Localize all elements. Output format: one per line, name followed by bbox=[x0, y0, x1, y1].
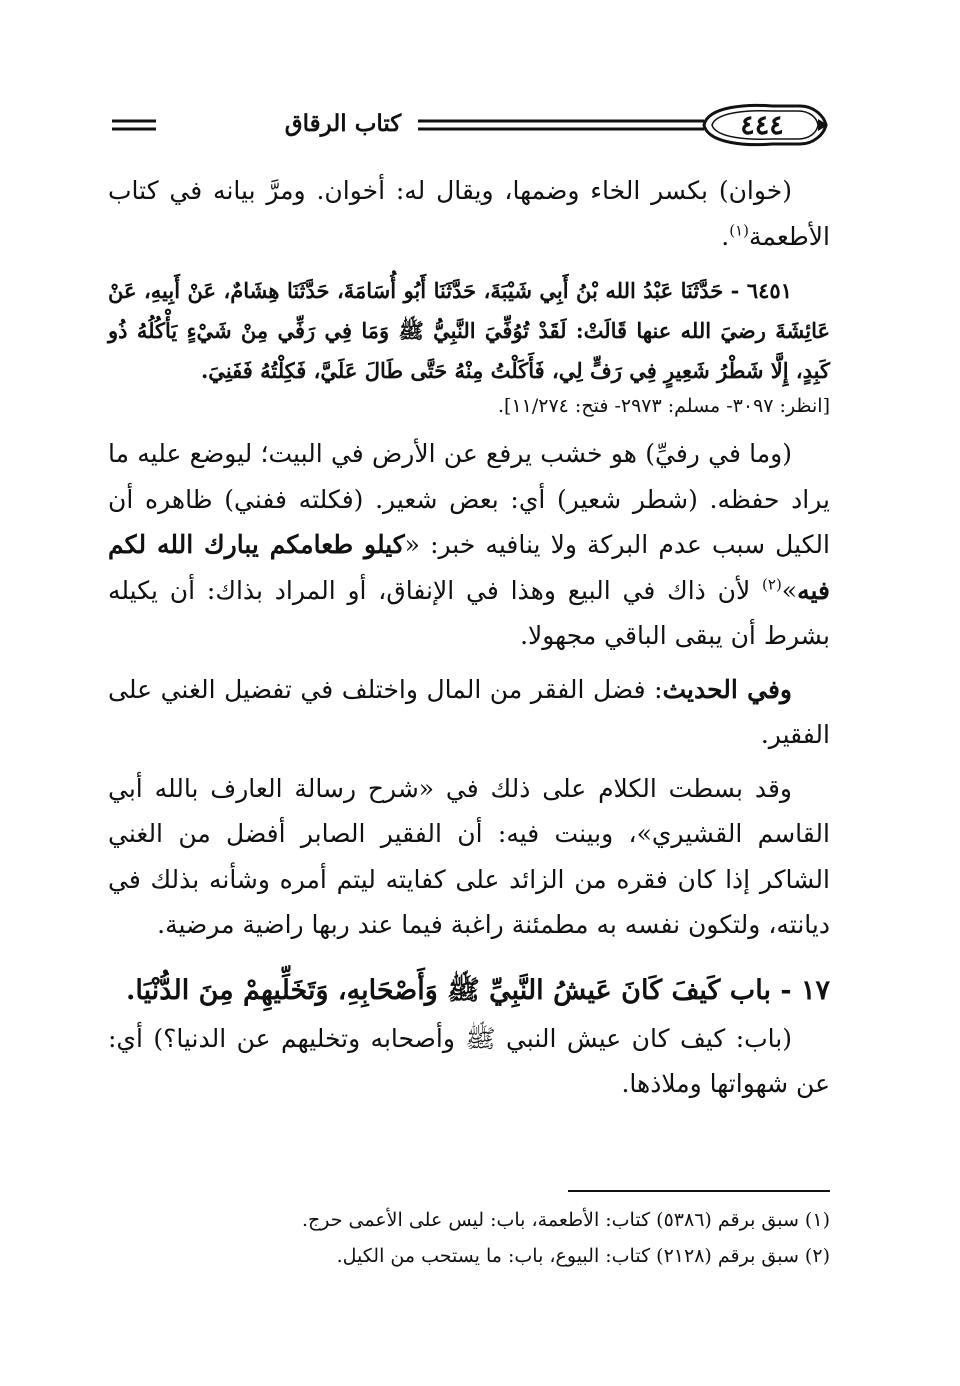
footnotes bbox=[108, 1202, 830, 1274]
paragraph-qushayri: وقد بسطت الكلام على ذلك في «شرح رسالة العارف بالله أبي القاسم القشيري»، وبينت فيه: أن الفقير الصابر أفضل من الغني الشاكر إذا كان فقره من الزائد على كفايته ليتم أمره وشأنه بذلك في ديانته، ولتكون نفسه به مطمئنة راغبة فيما عند ربها راضية مرضية. bbox=[108, 773, 830, 939]
paragraph-text: (خوان) بكسر الخاء وضمها، ويقال له: أخوان. ومرَّ بيانه في كتاب الأطعمة bbox=[108, 176, 830, 251]
hadith-6451: ٦٤٥١ - حَدَّثَنَا عَبْدُ الله بْنُ أَبِي شَيْبَةَ، حَدَّثَنَا أَبُو أُسَامَةَ، حَدَّثَنَا هِشَامٌ، عَنْ أَبِيهِ، عَنْ عَائِشَةَ رضيَ الله عنها قَالَتْ: لَقَدْ تُوُفِّيَ النَّبِيُّ ﷺ وَمَا فِي رَفِّي مِنْ شَيْءٍ يَأْكُلُهُ ذُو كَبِدٍ، إِلَّا شَطْرُ شَعِيرٍ فِي رَفٍّ لِي، فَأَكَلْتُ مِنْهُ حَتَّى طَالَ عَلَيَّ، فَكِلْتُهُ فَفَنِيَ. bbox=[108, 278, 830, 383]
footnote-marker-1: (١) bbox=[729, 221, 749, 240]
paragraph-chapter-commentary: (باب: كيف كان عيش النبي ﷺ وأصحابه وتخليهم عن الدنيا؟) أي: عن شهواتها وملاذها. bbox=[108, 1023, 830, 1098]
footnote-separator bbox=[568, 1190, 830, 1192]
paragraph-commentary bbox=[108, 431, 830, 659]
footnote-marker-2: (٢) bbox=[762, 575, 782, 594]
book-title: كتاب الرقاق bbox=[268, 104, 418, 144]
commentary-text-cont: لأن ذاك في البيع وهذا في الإنفاق، أو المراد بذاك: أن يكيله بشرط أن يبقى الباقي مجهولا. bbox=[108, 575, 830, 650]
main-text bbox=[108, 168, 830, 1115]
lessons-text: : فضل الفقر من المال واختلف في تفضيل الغني على الفقير. bbox=[108, 674, 830, 749]
paragraph-lessons bbox=[108, 667, 830, 758]
quote-close: » bbox=[781, 575, 798, 605]
chapter-heading-17: ١٧ - باب كَيفَ كَانَ عَيشُ النَّبِيِّ ﷺ وَأَصْحَابِهِ، وَتَخَلِّيهِمْ مِنَ الدُّنْيَا. bbox=[126, 974, 830, 1006]
lessons-heading: وفي الحديث bbox=[662, 674, 792, 704]
hadith-references: [انظر: ٣٠٩٧- مسلم: ٢٩٧٣- فتح: ١١/٢٧٤]. bbox=[498, 395, 830, 417]
running-header bbox=[108, 100, 828, 152]
footnote-2: (٢) سبق برقم (٢١٢٨) كتاب: البيوع، باب: ما يستحب من الكيل. bbox=[336, 1245, 830, 1267]
page-number: ٤٤٤ bbox=[740, 110, 784, 141]
paragraph-khuwan bbox=[108, 168, 830, 259]
quoted-hadith: كيلو طعامكم يبارك الله لكم فيه bbox=[108, 530, 830, 605]
commentary-text: (وما في رفيِّ) هو خشب يرفع عن الأرض في البيت؛ ليوضع عليه ما يراد حفظه. (شطر شعير) أي: بعض شعير. (فكلته ففني) ظاهره أن الكيل سبب عدم البركة ولا ينافيه خبر: « bbox=[108, 439, 830, 559]
paragraph-end: . bbox=[721, 221, 730, 251]
footnote-1: (١) سبق برقم (٥٣٨٦) كتاب: الأطعمة، باب: ليس على الأعمى حرج. bbox=[301, 1209, 830, 1231]
